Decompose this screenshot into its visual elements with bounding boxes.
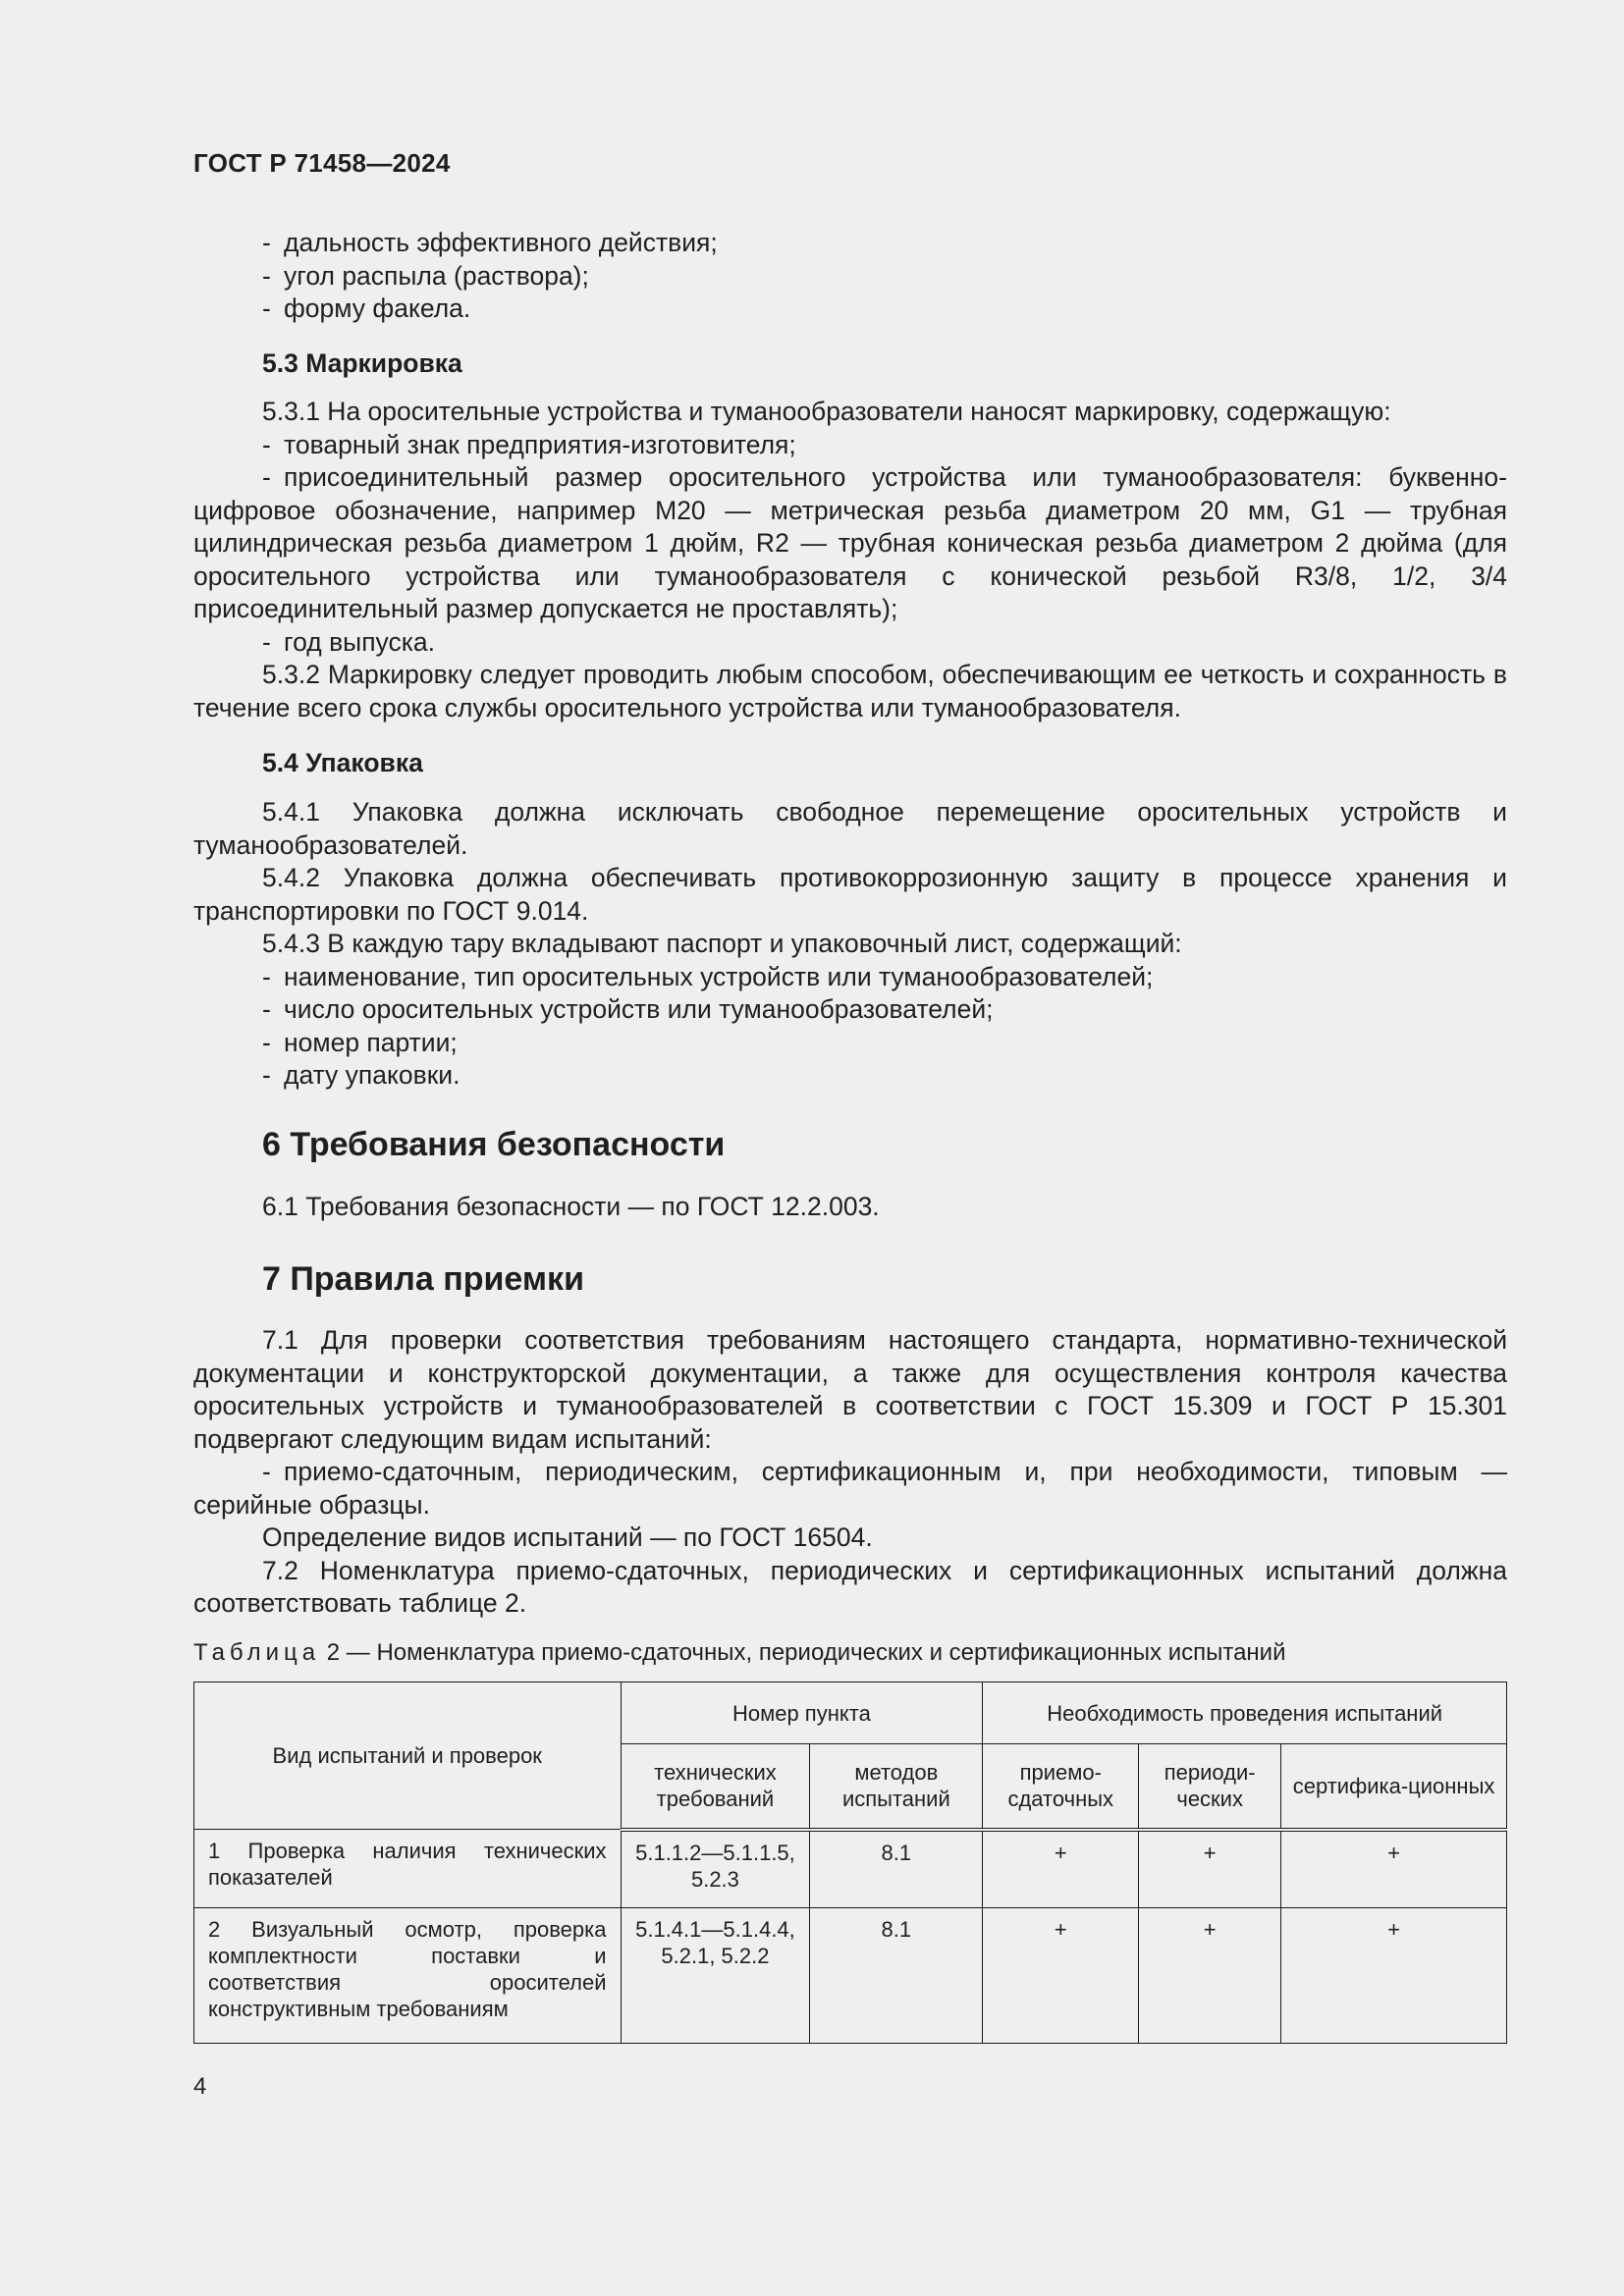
section-7 [193,1260,1507,1298]
cell-method: 8.1 [810,1830,983,1908]
cell-acceptance: + [983,1830,1139,1908]
chapter-heading: 7 Правила приемки [262,1260,584,1298]
header-certification: сертифика-ционных [1281,1744,1507,1830]
body-block-2 [193,396,1507,724]
header-item-number: Номер пункта [621,1682,983,1744]
tests-table [193,1682,1507,2044]
list-item: - присоединительный размер оросительного устройства или туманообразователя: буквенно-цифровое обозначение, например М20 — метрическая резьба диаметром 20 мм, G1 — трубная цилиндрическая резьба диаметром 1 дюйм, R2 — трубная коническая резьба диаметром 2 дюйма (для оросительного устройства или туманообразователя с конической резьбой R3/8, 1/2, 3/4 присоединительный размер допускается не проставлять); [193,462,1507,623]
cell-name: 2 Визуальный осмотр, проверка комплектности поставки и соответствия оросителей конструктивным требованиям [194,1908,622,2044]
list-item: - наименование, тип оросительных устройств или туманообразователей; [262,961,1154,991]
paragraph: Определение видов испытаний — по ГОСТ 16504. [262,1522,873,1552]
list-item: - год выпуска. [262,626,436,657]
header-kind: Вид испытаний и проверок [194,1682,622,1830]
body-block-3 [193,796,1507,1093]
paragraph: 5.4.2 Упаковка должна обеспечивать противокоррозионную защиту в процессе хранения и транспортировки по ГОСТ 9.014. [193,863,1507,926]
chapter-heading: 6 Требования безопасности [262,1126,726,1163]
list-item: - товарный знак предприятия-изготовителя; [262,429,796,459]
list-item: - номер партии; [262,1027,458,1057]
header-acceptance: приемо-сдаточных [983,1744,1139,1830]
cell-tech: 5.1.1.2—5.1.1.5, 5.2.3 [621,1830,810,1908]
cell-tech: 5.1.4.1—5.1.4.4, 5.2.1, 5.2.2 [621,1908,810,2044]
paragraph: 5.3.2 Маркировку следует проводить любым способом, обеспечивающим ее четкость и сохранность в течение всего срока службы оросительного устройства или туманообразователя. [193,660,1507,722]
list-item: - приемо-сдаточным, периодическим, сертификационным и, при необходимости, типовым — серийные образцы. [193,1457,1507,1520]
list-item: - дату упаковки. [262,1060,460,1090]
paragraph: 7.1 Для проверки соответствия требованиям настоящего стандарта, нормативно-технической документации и конструкторской документации, а также для осуществления контроля качества оросительных устройств и туманообразователей в соответствии с ГОСТ 15.309 и ГОСТ Р 15.301 подвергают следующим видам испытаний: [193,1325,1507,1454]
table-caption: Таблица 2 — Номенклатура приемо-сдаточных, периодических и сертификационных испытаний [193,1639,1286,1666]
cell-method: 8.1 [810,1908,983,2044]
cell-certification: + [1281,1908,1507,2044]
header-tech-requirements: технических требований [621,1744,810,1830]
cell-acceptance: + [983,1908,1139,2044]
cell-periodic: + [1139,1908,1281,2044]
header-necessity: Необходимость проведения испытаний [983,1682,1507,1744]
cell-certification: + [1281,1830,1507,1908]
paragraph: 6.1 Требования безопасности — по ГОСТ 12.2.003. [262,1192,880,1221]
section-heading: 5.3 Маркировка [262,348,462,378]
section-5-4 [193,747,1507,780]
table-row [194,1908,1507,2044]
list-item: - число оросительных устройств или туманообразователей; [262,994,994,1024]
section-heading: 5.4 Упаковка [262,748,423,777]
body-block-1 [193,227,1507,326]
list-item: - форму факела. [262,294,471,323]
list-item: - угол распыла (раствора); [262,260,589,291]
paragraph: 5.3.1 На оросительные устройства и туманообразователи наносят маркировку, содержащую: [262,397,1391,426]
cell-periodic: + [1139,1830,1281,1908]
body-block-4 [193,1191,1507,1224]
document-header: ГОСТ Р 71458—2024 [193,148,451,178]
cell-name: 1 Проверка наличия технических показателей [194,1830,622,1908]
page-number: 4 [193,2073,207,2100]
paragraph: 5.4.1 Упаковка должна исключать свободное перемещение оросительных устройств и туманообразователей. [193,797,1507,860]
list-item: - дальность эффективного действия; [262,228,718,257]
header-periodic: периоди-ческих [1139,1744,1281,1830]
table-row [194,1830,1507,1908]
section-5-3 [193,347,1507,381]
section-6 [193,1126,1507,1163]
paragraph: 7.2 Номенклатура приемо-сдаточных, периодических и сертификационных испытаний должна соответствовать таблице 2. [193,1555,1507,1618]
body-block-5 [193,1324,1507,1621]
header-test-methods: методов испытаний [810,1744,983,1830]
paragraph: 5.4.3 В каждую тару вкладывают паспорт и упаковочный лист, содержащий: [262,929,1182,958]
